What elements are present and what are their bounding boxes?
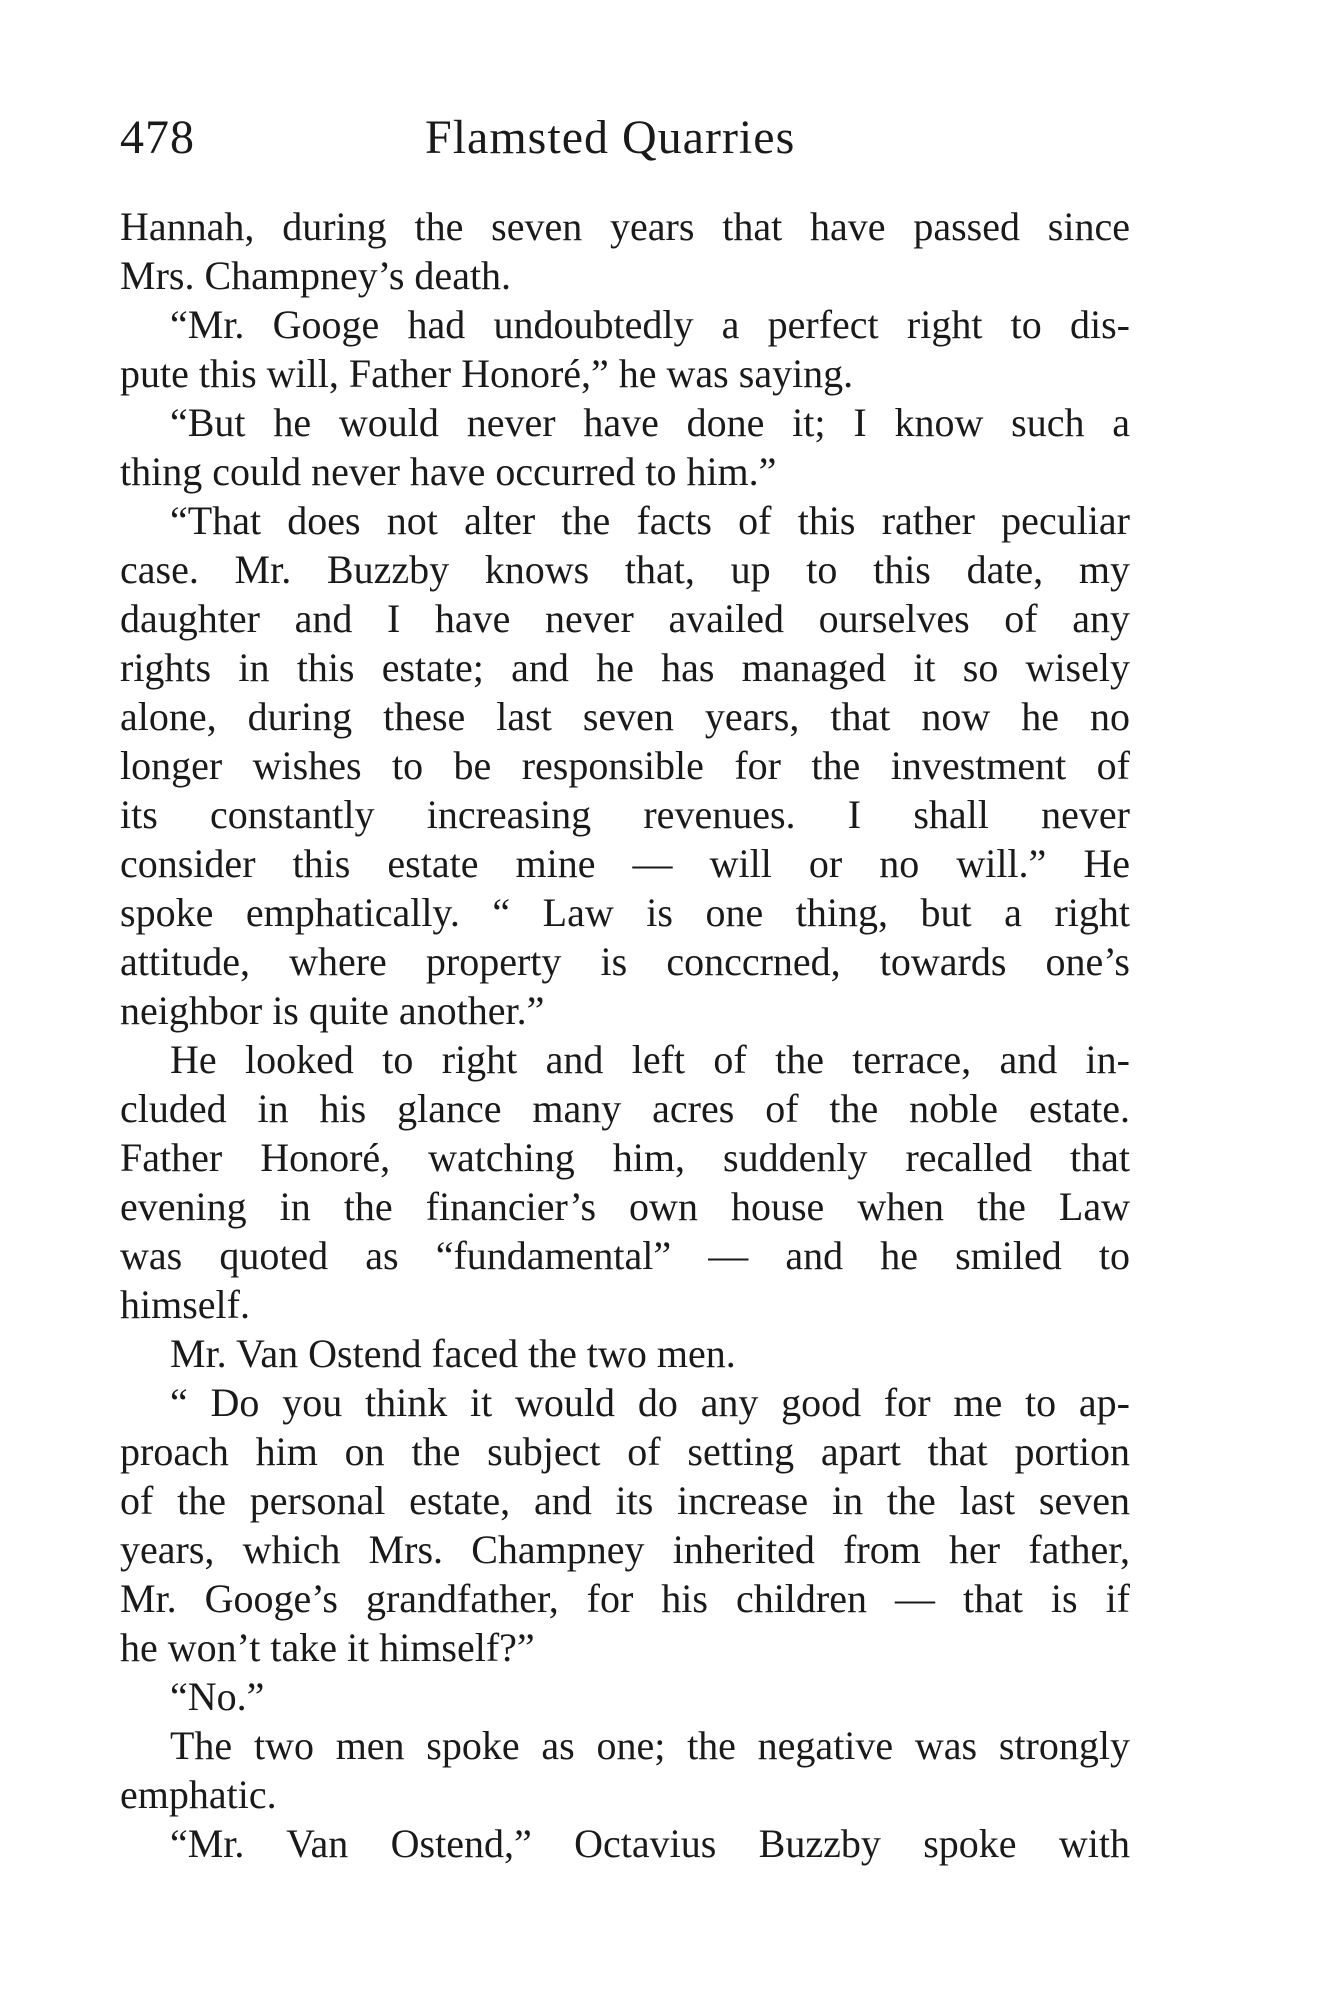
text-line: Hannah, during the seven years that have passed since <box>120 204 1130 249</box>
text-line: was quoted as “fundamental” — and he smiled to <box>120 1233 1130 1278</box>
text-line: “But he would never have done it; I know such a <box>170 400 1130 445</box>
text-line: proach him on the subject of setting apart that portion <box>120 1429 1130 1474</box>
text-line: “ Do you think it would do any good for me to ap- <box>170 1380 1130 1425</box>
text-line: attitude, where property is conccrned, towards one’s <box>120 939 1130 984</box>
text-line: emphatic. <box>120 1772 277 1817</box>
text-line: Mrs. Champney’s death. <box>120 253 512 298</box>
text-line: case. Mr. Buzzby knows that, up to this date, my <box>120 547 1130 592</box>
text-line: himself. <box>120 1282 250 1327</box>
book-title: Flamsted Quarries <box>425 111 796 164</box>
text-line: thing could never have occurred to him.” <box>120 449 777 494</box>
text-line: alone, during these last seven years, that now he no <box>120 694 1130 739</box>
text-line: daughter and I have never availed ourselves of any <box>120 596 1130 641</box>
text-line: Mr. Van Ostend faced the two men. <box>170 1331 736 1376</box>
text-line: Father Honoré, watching him, suddenly recalled that <box>120 1135 1130 1180</box>
text-line: “Mr. Van Ostend,” Octavius Buzzby spoke with <box>170 1821 1130 1866</box>
text-line: of the personal estate, and its increase in the last seven <box>120 1478 1130 1523</box>
text-line: He looked to right and left of the terrace, and in- <box>170 1037 1130 1082</box>
body-text <box>120 202 1130 1868</box>
text-line: “No.” <box>170 1674 265 1719</box>
text-line: The two men spoke as one; the negative was strongly <box>170 1723 1130 1768</box>
text-line: consider this estate mine — will or no will.” He <box>120 841 1130 886</box>
text-line: Mr. Googe’s grandfather, for his children — that is if <box>120 1576 1130 1621</box>
text-line: “Mr. Googe had undoubtedly a perfect right to dis- <box>170 302 1130 347</box>
text-line: rights in this estate; and he has managed it so wisely <box>120 645 1130 690</box>
page-number: 478 <box>120 111 195 164</box>
text-line: evening in the financier’s own house when the Law <box>120 1184 1130 1229</box>
text-line: years, which Mrs. Champney inherited from her father, <box>120 1527 1130 1572</box>
text-line: he won’t take it himself?” <box>120 1625 535 1670</box>
text-line: “That does not alter the facts of this rather peculiar <box>170 498 1130 543</box>
text-line: neighbor is quite another.” <box>120 988 545 1033</box>
text-line: spoke emphatically. “ Law is one thing, but a right <box>120 890 1130 935</box>
running-head <box>120 110 1130 180</box>
text-line: its constantly increasing revenues. I shall never <box>120 792 1130 837</box>
text-line: pute this will, Father Honoré,” he was saying. <box>120 351 854 396</box>
text-line: cluded in his glance many acres of the noble estate. <box>120 1086 1130 1131</box>
text-line: longer wishes to be responsible for the investment of <box>120 743 1130 788</box>
